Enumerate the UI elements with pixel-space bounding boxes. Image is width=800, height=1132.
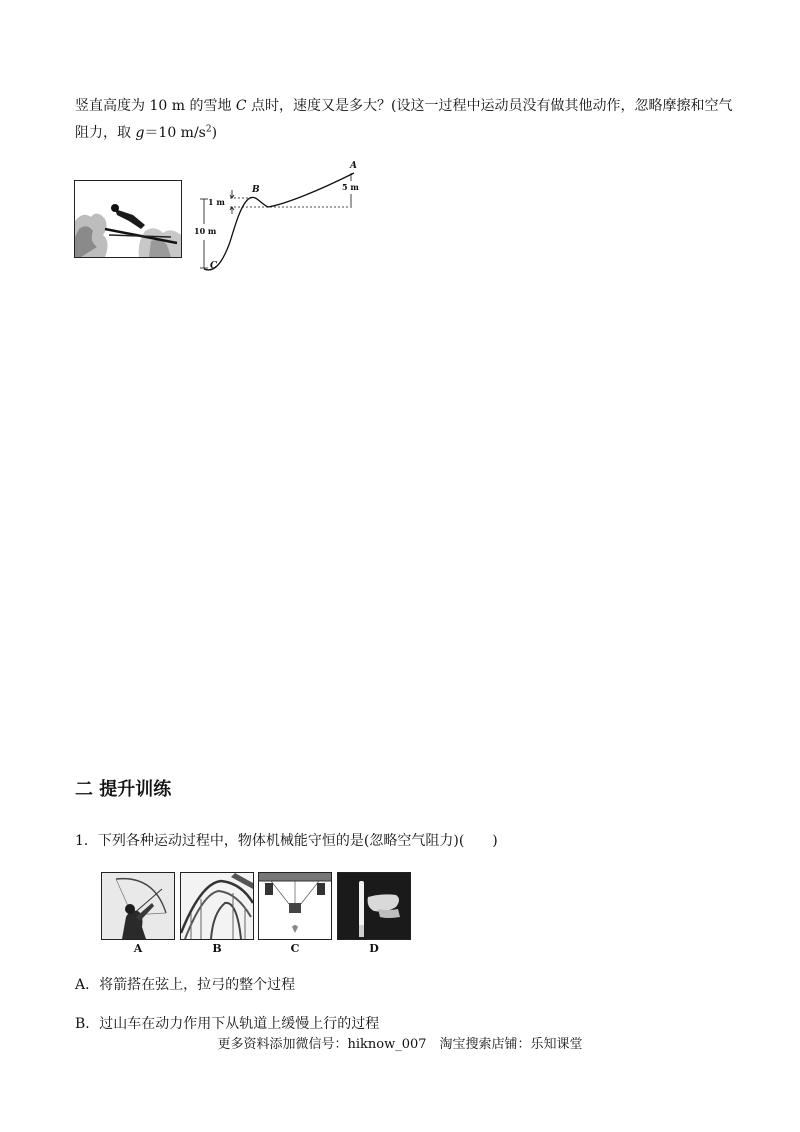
problem-line-2: 阻力，取 g＝10 $m/s^2$)	[75, 124, 218, 141]
hanging-object-illustration	[259, 873, 331, 939]
ski-jumper-photo	[74, 180, 182, 258]
dim-5m-label: 5 m	[342, 182, 359, 192]
rollercoaster-illustration	[181, 873, 253, 939]
option-c-hanging-image	[258, 872, 332, 940]
option-a-archer-image	[101, 872, 175, 940]
option-b-text: B．过山车在动力作用下从轨道上缓慢上行的过程	[75, 1016, 380, 1032]
point-c-label: C	[210, 261, 218, 271]
page-footer: 更多资料添加微信号：hiknow_007 淘宝搜索店铺：乐知课堂	[217, 1037, 583, 1052]
option-d-hand-pen-image	[337, 872, 411, 940]
question-1-stem: 1．下列各种运动过程中，物体机械能守恒的是(忽略空气阻力)( )	[75, 833, 498, 849]
point-a-label: A	[350, 161, 357, 171]
option-b-caption: B	[212, 942, 222, 955]
dim-10m-label: 10 m	[194, 226, 217, 236]
ski-jumper-illustration	[75, 181, 181, 257]
section-heading: 二 提升训练	[75, 779, 172, 800]
option-c-caption: C	[290, 942, 300, 955]
option-a-text: A．将箭搭在弦上，拉弓的整个过程	[75, 977, 296, 993]
dim-1m-label: 1 m	[208, 197, 225, 207]
option-d-caption: D	[369, 942, 379, 955]
option-a-caption: A	[133, 942, 143, 955]
problem-line-1: 竖直高度为 10 m 的雪地 C 点时，速度又是多大？(设这一过程中运动员没有做其他动作，忽略摩擦和空气	[75, 98, 733, 114]
point-b-label: B	[252, 185, 260, 195]
track-diagram	[190, 160, 370, 278]
hand-pen-illustration	[338, 873, 410, 939]
option-b-rollercoaster-image	[180, 872, 254, 940]
archer-illustration	[102, 873, 174, 939]
